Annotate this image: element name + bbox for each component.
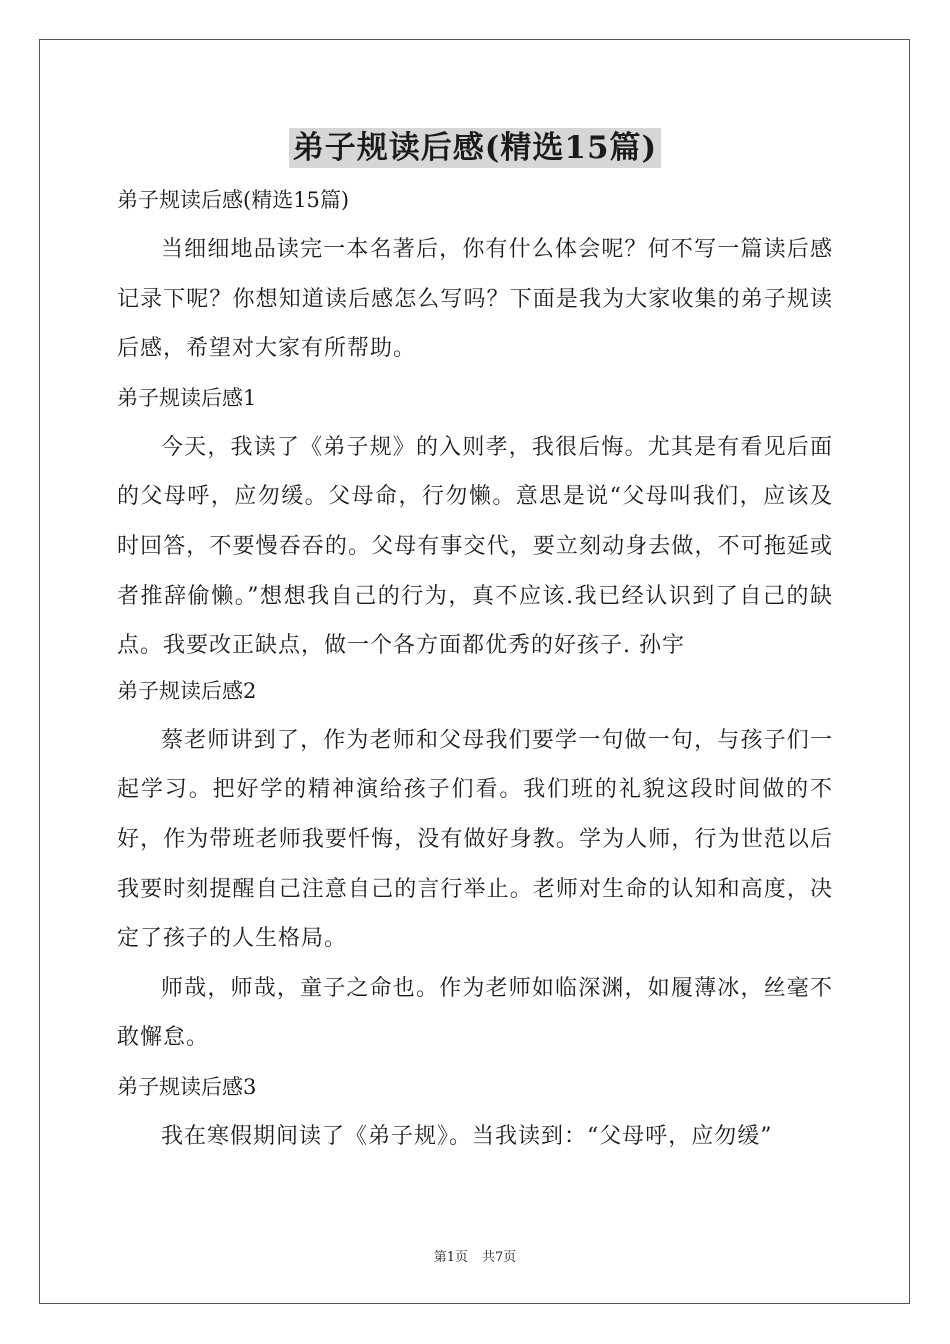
section-heading-3: 弟子规读后感3 xyxy=(117,1074,257,1099)
intro-paragraph: 当细细地品读完一本名著后，你有什么体会呢？何不写一篇读后感记录下呢？你想知道读后感怎么写吗？下面是我为大家收集的弟子规读后感，希望对大家有所帮助。 xyxy=(117,237,833,362)
section-2-paragraph-2: 师哉，师哉，童子之命也。作为老师如临深渊，如履薄冰，丝毫不敢懈怠。 xyxy=(117,975,833,1051)
page-total: 共7页 xyxy=(482,1250,517,1265)
section-3-paragraph-1: 我在寒假期间读了《弟子规》。当我读到：“父母呼，应勿缓” xyxy=(161,1123,773,1149)
section-heading-2: 弟子规读后感2 xyxy=(117,678,257,703)
section-heading-1: 弟子规读后感1 xyxy=(117,385,257,410)
page-footer xyxy=(0,1246,950,1265)
section-1-paragraph-1: 今天，我读了《弟子规》的入则孝，我很后悔。尤其是有看见后面的父母呼，应勿缓。父母命，行勿懒。意思是说“父母叫我们，应该及时回答，不要慢吞吞的。父母有事交代，要立刻动身去做，不可拖延或者推辞偷懒。”想想我自己的行为，真不应该.我已经认识到了自己的缺点。我要改正缺点，做一个各方面都优秀的好孩子. 孙宇 xyxy=(117,434,833,659)
document-body xyxy=(117,180,833,1162)
page-number: 第1页 xyxy=(433,1250,468,1265)
title-wrap xyxy=(0,128,950,168)
document-subtitle: 弟子规读后感(精选15篇) xyxy=(117,188,350,212)
section-2-paragraph-1: 蔡老师讲到了，作为老师和父母我们要学一句做一句，与孩子们一起学习。把好学的精神演给孩子们看。我们班的礼貌这段时间做的不好，作为带班老师我要忏悔，没有做好身教。学为人师，行为世范以后我要时刻提醒自己注意自己的言行举止。老师对生命的认知和高度，决定了孩子的人生格局。 xyxy=(117,727,833,952)
document-title: 弟子规读后感(精选15篇) xyxy=(289,128,661,168)
